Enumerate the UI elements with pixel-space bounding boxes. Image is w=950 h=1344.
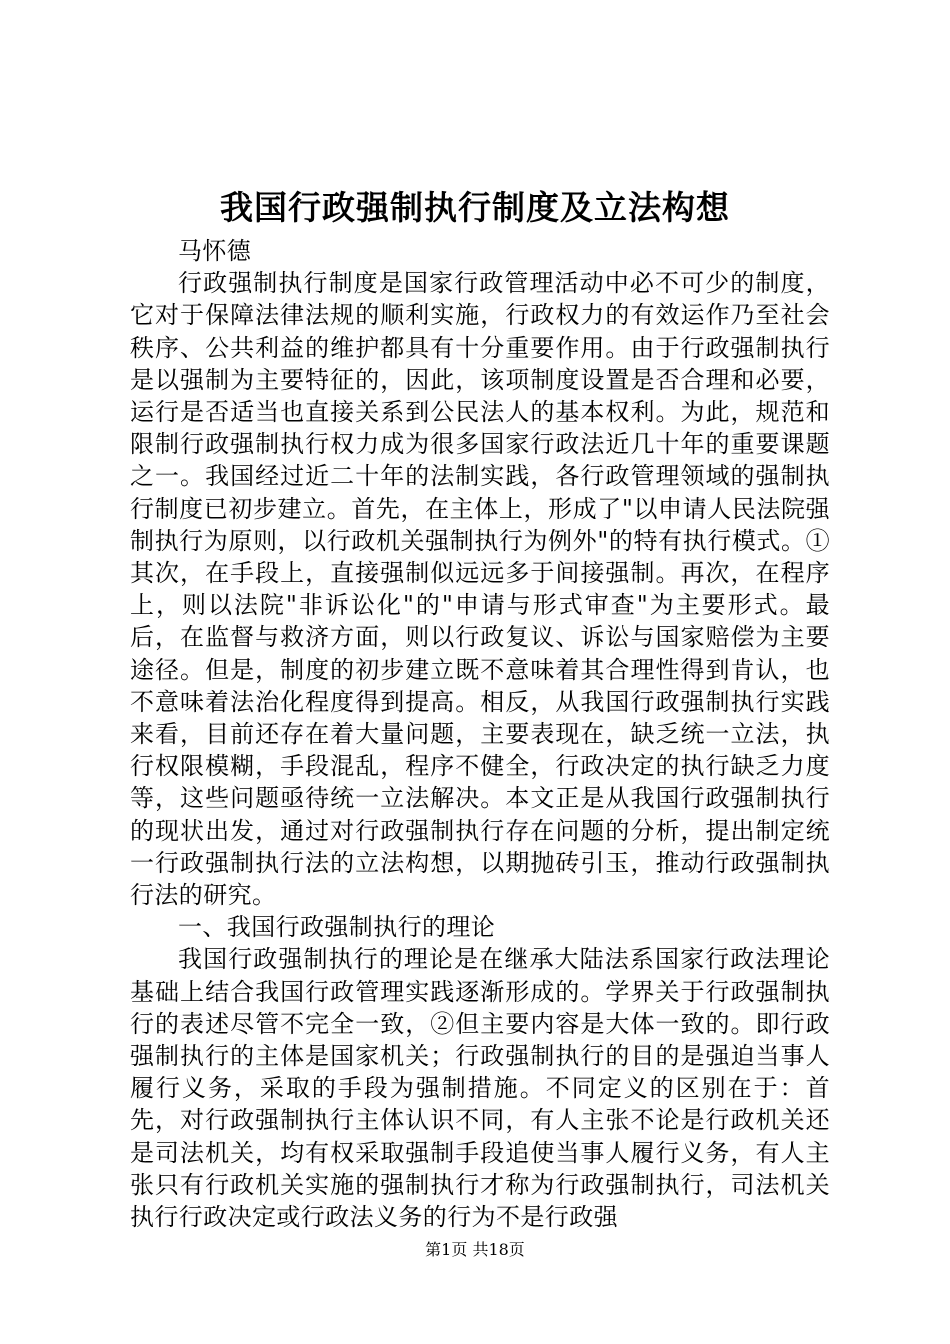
page-footer: 第1页 共18页 xyxy=(425,1240,525,1259)
paragraph-intro: 行政强制执行制度是国家行政管理活动中必不可少的制度，它对于保障法律法规的顺利实施，行政权力的有效运作乃至社会秩序、公共利益的维护都具有十分重要作用。由于行政强制执行是以强制为主要特征的，因此，该项制度设置是否合理和必要，运行是否适当也直接关系到公民法人的基本权利。为此，规范和限制行政强制执行权力成为很多国家行政法近几十年的重要课题之一。我国经过近二十年的法制实践，各行政管理领域的强制执行制度已初步建立。首先，在主体上，形成了"以申请人民法院强制执行为原则，以行政机关强制执行为例外"的特有执行模式。①其次，在手段上，直接强制似远远多于间接强制。再次，在程序上，则以法院"非诉讼化"的"申请与形式审查"为主要形式。最后，在监督与救济方面，则以行政复议、诉讼与国家赔偿为主要途径。但是，制度的初步建立既不意味着其合理性得到肯认，也不意味着法治化程度得到提高。相反，从我国行政强制执行实践来看，目前还存在着大量问题，主要表现在，缺乏统一立法，执行权限模糊，手段混乱，程序不健全，行政决定的执行缺乏力度等，这些问题亟待统一立法解决。本文正是从我国行政强制执行的现状出发，通过对行政强制执行存在问题的分析，提出制定统一行政强制执行法的立法构想，以期抛砖引玉，推动行政强制执行法的研究。 xyxy=(130,269,830,910)
author-line: 马怀德 xyxy=(178,237,252,265)
paragraph-theory: 我国行政强制执行的理论是在继承大陆法系国家行政法理论基础上结合我国行政管理实践逐渐形成的。学界关于行政强制执行的表述尽管不完全一致，②但主要内容是大体一致的。即行政强制执行的主体是国家机关；行政强制执行的目的是强迫当事人履行义务，采取的手段为强制措施。不同定义的区别在于：首先，对行政强制执行主体认识不同，有人主张不论是行政机关还是司法机关，均有权采取强制手段追使当事人履行义务，有人主张只有行政机关实施的强制执行才称为行政强制执行，司法机关执行行政决定或行政法义务的行为不是行政强 xyxy=(130,945,830,1232)
document-body xyxy=(130,235,830,1233)
document-title: 我国行政强制执行制度及立法构想 xyxy=(220,188,730,227)
section-heading: 一、我国行政强制执行的理论 xyxy=(178,913,496,942)
